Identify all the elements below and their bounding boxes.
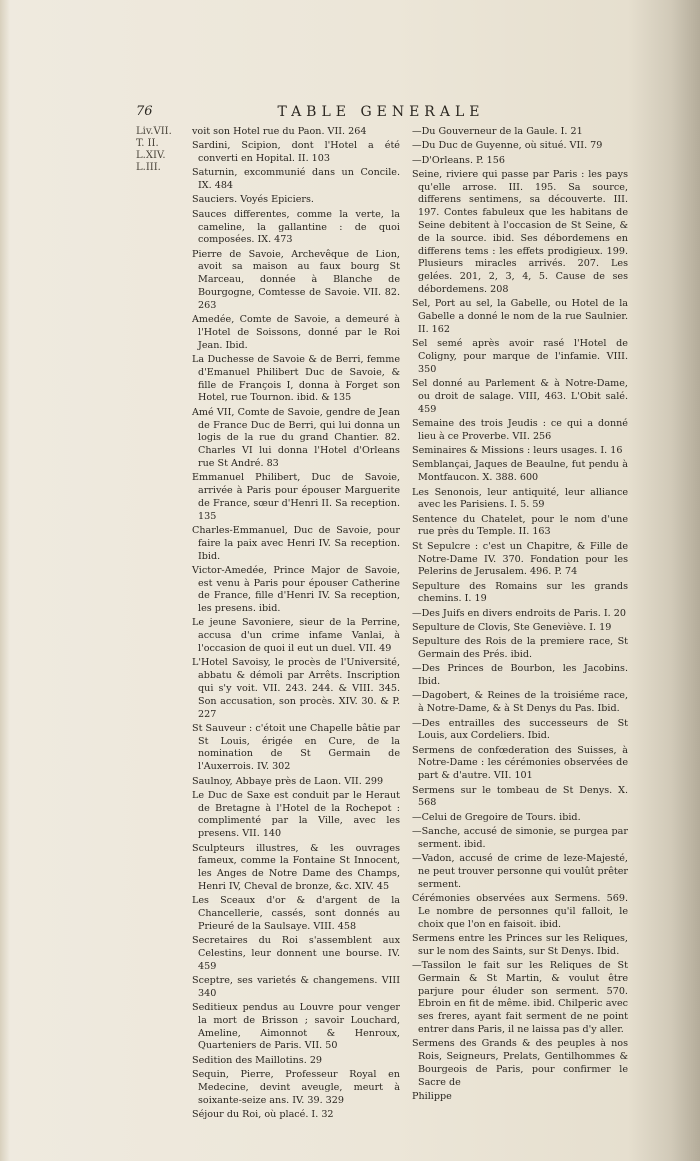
index-column-left [192, 126, 400, 1123]
index-entry: Sel, Port au sel, la Gabelle, ou Hotel de la Gabelle a donné le nom de la rue Saulnier. II. 162 [412, 298, 628, 335]
margin-note: Liv.VII. [136, 126, 172, 137]
index-entry: Seditieux pendus au Louvre pour venger la mort de Brisson ; savoir Louchard, Ameline, Aimonnot & Henroux, Quarteniers de Paris. VII. 50 [192, 1002, 400, 1052]
page-header [136, 104, 626, 124]
index-entry: St Sauveur : c'étoit une Chapelle bâtie par St Louis, érigée en Cure, de la nomination de St Germain de l'Auxerrois. IV. 302 [192, 722, 400, 773]
index-entry: Sedition des Maillotins. 29 [192, 1054, 323, 1066]
index-entry: St Sepulcre : c'est un Chapitre, & Fille de Notre-Dame IV. 370. Fondation pour les Pelerins de Jerusalem. 496. P. 74 [412, 540, 628, 578]
page-left-edge [0, 0, 10, 1161]
index-entry: Sel semé après avoir rasé l'Hotel de Coligny, pour marque de l'infamie. VIII. 350 [412, 338, 628, 375]
index-entry: Emmanuel Philibert, Duc de Savoie, arrivée à Paris pour épouser Marguerite de France, sœur d'Henri II. Sa reception. 135 [192, 472, 400, 522]
index-entry: Sequin, Pierre, Professeur Royal en Medecine, devint aveugle, meurt à soixante-seize ans. IV. 39. 329 [192, 1069, 400, 1106]
index-column-right [412, 126, 628, 1105]
index-entry: La Duchesse de Savoie & de Berri, femme d'Emanuel Philibert Duc de Savoie, & fille de François I, donna à Forget son Hotel, rue Tournon. ibid. & 135 [192, 354, 400, 404]
index-entry: Sermens entre les Princes sur les Reliques, sur le nom des Saints, sur St Denys. Ibid. [412, 932, 628, 957]
index-entry: Amé VII, Comte de Savoie, gendre de Jean de France Duc de Berri, qui lui donna un logis de la rue du grand Chantier. 82. Charles VI lui donna l'Hotel d'Orleans rue St André. 83 [192, 406, 400, 469]
index-entry: Les Senonois, leur antiquité, leur alliance avec les Parisiens. I. 5. 59 [412, 486, 628, 511]
index-entry: Charles-Emmanuel, Duc de Savoie, pour faire la paix avec Henri IV. Sa reception. Ibid. [192, 524, 400, 562]
index-entry: Semblançai, Jaques de Beaulne, fut pendu à Montfaucon. X. 388. 600 [412, 459, 628, 484]
index-entry: —Des Princes de Bourbon, les Jacobins. Ibid. [412, 663, 628, 688]
index-entry: Sermens sur le tombeau de St Denys. X. 568 [412, 784, 628, 809]
index-entry: Cérémonies observées aux Sermens. 569. Le nombre de personnes qu'il falloit, le choix que l'on en faisoit. ibid. [412, 892, 628, 930]
index-entry: Sardini, Scipion, dont l'Hotel a été converti en Hopital. II. 103 [192, 140, 400, 165]
index-entry: —Vadon, accusé de crime de leze-Majesté, ne peut trouver personne qui voulût prêter serment. [412, 853, 628, 890]
index-entry: Semaine des trois Jeudis : ce qui a donné lieu à ce Proverbe. VII. 256 [412, 418, 628, 442]
index-entry: Saturnin, excommunié dans un Concile. IX. 484 [192, 167, 400, 192]
margin-note: T. II. [136, 138, 159, 149]
index-entry: —Tassilon le fait sur les Reliques de St Germain & St Martin, & voulut être parjure pour éluder son serment. 570. Ebroin en fit de même. ibid. Chilperic avec ses freres, ayant fait serment de ne point entrer dans Paris, il ne laissa pas d'y aller. [412, 959, 628, 1035]
index-entry: Seine, riviere qui passe par Paris : les pays qu'elle arrose. III. 195. Sa source, differens sentimens, sa découverte. III. 197. Contes fabuleux que les habitans de Seine debitent à l'occasion de St Seine, & de la source. ibid. Ses débordemens en differens tems : les effets prodigieux. 199. Plusieurs miracles arrivés. 207. Les gelées. 201, 2, 3, 4, 5. Cause de ses débordemens. 208 [412, 168, 628, 296]
index-entry: —Sanche, accusé de simonie, se purgea par serment. ibid. [412, 825, 628, 850]
index-entry: —Des entrailles des successeurs de St Louis, aux Cordeliers. Ibid. [412, 717, 628, 742]
page-number: 76 [136, 104, 153, 119]
index-entry: Saulnoy, Abbaye près de Laon. VII. 299 [192, 775, 384, 787]
index-entry: —Du Duc de Guyenne, où situé. VII. 79 [412, 140, 603, 152]
index-entry: —Dagobert, & Reines de la troisiéme race, à Notre-Dame, & à St Denys du Pas. Ibid. [412, 690, 628, 715]
index-entry: Le jeune Savoniere, sieur de la Perrine, accusa d'un crime infame Vanlai, à l'occasion de quoi il eut un duel. VII. 49 [192, 617, 400, 655]
index-entry: Sculpteurs illustres, & les ouvrages fameux, comme la Fontaine St Innocent, les Anges de Notre Dame des Champs, Henri IV, Cheval de bronze, &c. XIV. 45 [192, 842, 400, 892]
index-entry: Sel donné au Parlement & à Notre-Dame, ou droit de salage. VIII, 463. L'Obit salé. 459 [412, 378, 628, 415]
index-entry: Amedée, Comte de Savoie, a demeuré à l'Hotel de Soissons, donné par le Roi Jean. Ibid. [192, 314, 400, 351]
margin-note: L.XIV. [136, 150, 166, 161]
index-entry: Sauciers. Voyés Epiciers. [192, 194, 314, 206]
index-entry: L'Hotel Savoisy, le procès de l'Université, abbatu & démoli par Arrêts. Inscription qui s'y voit. VII. 243. 244. & VIII. 345. Son accusation, son procès. XIV. 30. & P. 227 [192, 657, 400, 720]
index-entry: voit son Hotel rue du Paon. VII. 264 [192, 126, 367, 137]
index-entry: Sermens de confœderation des Suisses, à Notre-Dame : les cérémonies observées de part & d'autre. VII. 101 [412, 744, 628, 782]
index-entry: Philippe [412, 1090, 452, 1102]
margin-note: L.III. [136, 162, 161, 173]
index-entry: Pierre de Savoie, Archevêque de Lion, avoit sa maison au faux bourg St Marceau, donnée à Blanche de Bourgogne, Comtesse de Savoie. VII. 82. 263 [192, 248, 400, 311]
index-entry: Secretaires du Roi s'assemblent aux Celestins, leur donnent une bourse. IV. 459 [192, 935, 400, 972]
running-title: TABLE GENERALE [277, 104, 485, 120]
index-entry: Sepulture des Rois de la premiere race, St Germain des Prés. ibid. [412, 636, 628, 661]
index-entry: Victor-Amedée, Prince Major de Savoie, est venu à Paris pour épouser Catherine de France, fille d'Henri IV. Sa reception, les presens. ibid. [192, 564, 400, 615]
index-entry: Sepulture des Romains sur les grands chemins. I. 19 [412, 580, 628, 605]
index-entry: Séjour du Roi, où placé. I. 32 [192, 1108, 334, 1120]
index-entry: Seminaires & Missions : leurs usages. I. 16 [412, 445, 623, 457]
margin-notes [136, 126, 196, 174]
index-entry: —Du Gouverneur de la Gaule. I. 21 [412, 126, 583, 137]
index-entry: Sepulture de Clovis, Ste Geneviève. I. 19 [412, 621, 612, 633]
index-entry: —Celui de Gregoire de Tours. ibid. [412, 811, 581, 823]
index-entry: Le Duc de Saxe est conduit par le Heraut de Bretagne à l'Hotel de la Rochepot : complimenté par la Ville, avec les presens. VII. 140 [192, 789, 400, 840]
index-entry: Sauces differentes, comme la verte, la cameline, la gallantine : de quoi composées. IX. 473 [192, 208, 400, 246]
index-entry: Sermens des Grands & des peuples à nos Rois, Seigneurs, Prelats, Gentilhommes & Bourgeois de Paris, pour confirmer le Sacre de [412, 1038, 628, 1088]
index-entry: Les Sceaux d'or & d'argent de la Chancellerie, cassés, sont donnés au Prieuré de la Saulsaye. VIII. 458 [192, 895, 400, 932]
index-entry: Sceptre, ses varietés & changemens. VIII 340 [192, 975, 400, 999]
index-entry: —D'Orleans. P. 156 [412, 154, 505, 166]
binding-gutter-shadow [628, 0, 700, 1161]
index-entry: Sentence du Chatelet, pour le nom d'une rue près du Temple. II. 163 [412, 513, 628, 538]
index-entry: —Des Juifs en divers endroits de Paris. I. 20 [412, 607, 626, 619]
